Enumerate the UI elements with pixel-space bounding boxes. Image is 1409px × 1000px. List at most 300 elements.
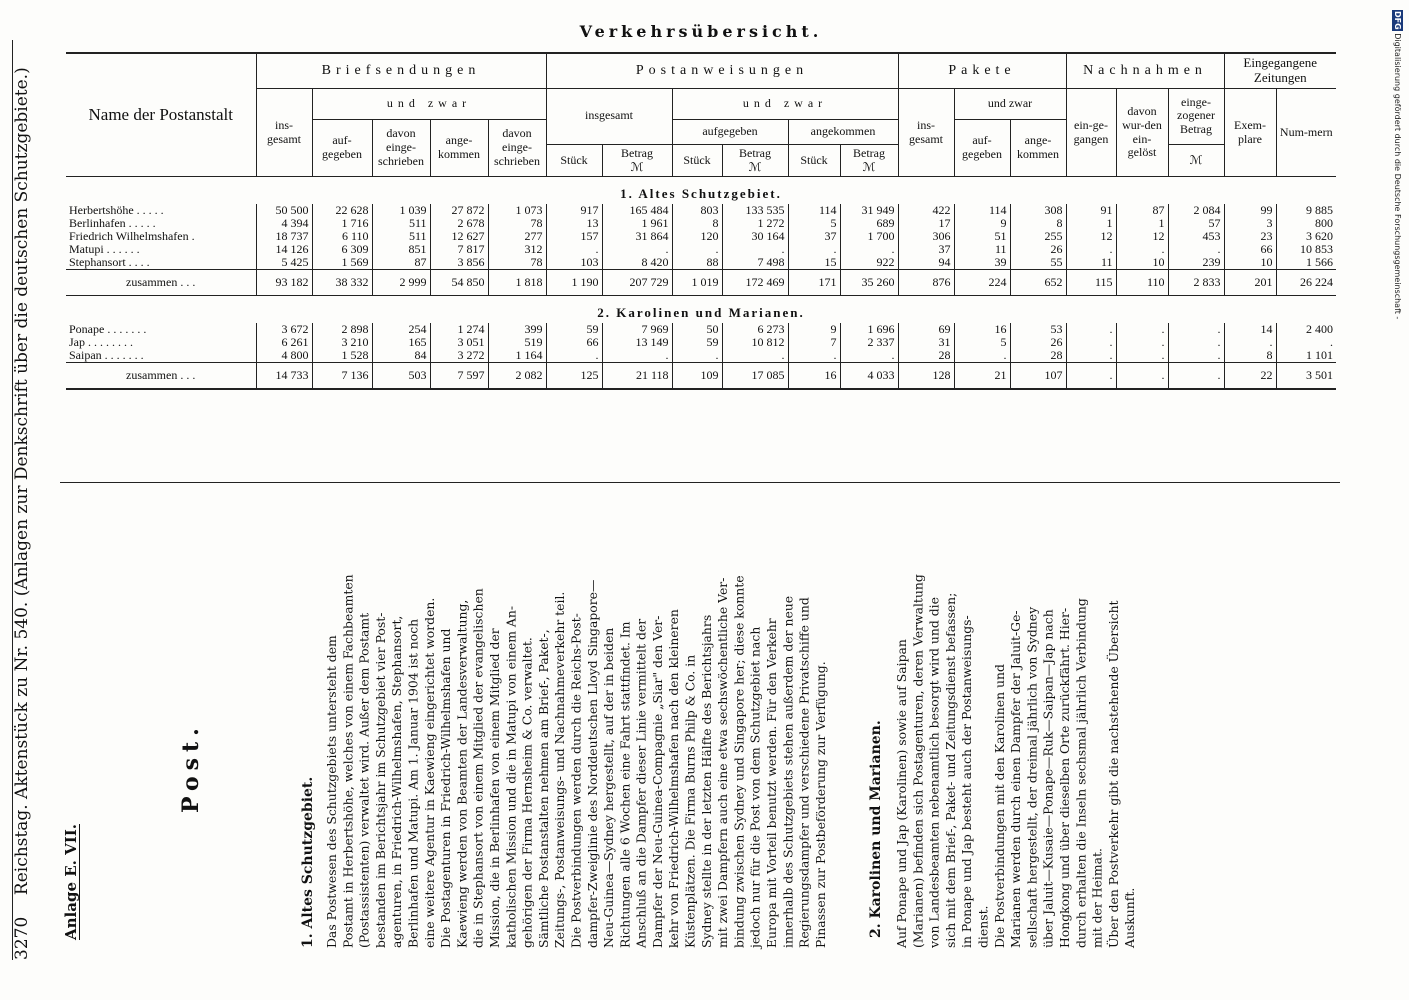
total-cell: 26 224 (1276, 270, 1336, 296)
text-line: (Postassistenten) verwaltet wird. Außer dem Postamt (356, 612, 372, 948)
table-cell: 306 (898, 230, 954, 243)
th-pa-an-betrag (840, 144, 898, 177)
table-cell: . (722, 349, 788, 363)
table-cell: 1 566 (1276, 256, 1336, 270)
text-line: gehörigen der Firma Hernsheim & Co. verwaltet. (519, 637, 535, 948)
table-cell: . (1066, 349, 1116, 363)
table-cell: 88 (672, 256, 722, 270)
total-row (66, 363, 1336, 390)
text-line: Regierungsdampfer und verschiedene Privatschiffe und (796, 597, 812, 948)
text-line: von Landesbeamten nebenamtlich besorgt wird und die (926, 597, 942, 948)
table-cell: . (840, 243, 898, 256)
table-cell: 10 (1116, 256, 1168, 270)
row-name: Stephansort . . . . (66, 256, 256, 270)
text-line: Das Postwesen des Schutzgebiets untersteht dem (324, 635, 339, 948)
table-cell: 8 420 (602, 256, 672, 270)
table-cell: 1 274 (430, 323, 488, 336)
table-cell: 11 (1066, 256, 1116, 270)
th-nn-mark: ℳ (1168, 144, 1224, 177)
text-line: Kaewieng werden von Beamten der Landesverwaltung, (454, 599, 470, 948)
traffic-table (66, 52, 1336, 390)
table-cell: 78 (488, 256, 546, 270)
table-cell: 23 (1224, 230, 1276, 243)
table-cell: 1 528 (312, 349, 372, 363)
table-cell: 12 627 (430, 230, 488, 243)
running-header (10, 40, 50, 960)
table-cell: 422 (898, 204, 954, 217)
text-line: Die Postagenturen in Friedrich-Wilhelmshafen und (438, 628, 454, 948)
row-name: Saipan . . . . . . . (66, 349, 256, 363)
table-cell: 1 073 (488, 204, 546, 217)
text-line: über Jaluit—Kusaie—Ponape—Ruk—Saipan—Jap nach (1040, 609, 1056, 948)
table-cell: 851 (372, 243, 430, 256)
mark-symbol: ℳ (862, 159, 876, 174)
table-cell: . (546, 349, 602, 363)
row-name: Ponape . . . . . . . (66, 323, 256, 336)
table-cell: 6 261 (256, 336, 312, 349)
th-exemplare: Exem-plare (1224, 88, 1276, 177)
total-cell: . (1066, 363, 1116, 390)
total-cell: 54 850 (430, 270, 488, 296)
text-line: Pinassen zur Postbeförderung zur Verfügung. (812, 661, 828, 948)
table-cell: 31 (898, 336, 954, 349)
text-line: dienst. (975, 905, 991, 948)
total-cell: 3 501 (1276, 363, 1336, 390)
text-line: die in Stephansort von einem Mitglied der evangelischen (470, 588, 486, 948)
section1-text (324, 488, 829, 948)
table-cell: 66 (546, 336, 602, 349)
table-cell: . (1066, 243, 1116, 256)
row-name: Berlinhafen . . . . . (66, 217, 256, 230)
table-bottom-rule (60, 482, 1340, 483)
total-cell: 109 (672, 363, 722, 390)
total-cell: 7 597 (430, 363, 488, 390)
text-line: Neu-Guinea—Sydney hergestellt, auf der in beiden (601, 627, 617, 948)
section-title-row (66, 177, 1336, 205)
table-row (66, 204, 1336, 217)
table-cell: 800 (1276, 217, 1336, 230)
traffic-table-section (66, 22, 1336, 482)
table-cell: 91 (1066, 204, 1116, 217)
table-cell: 30 164 (722, 230, 788, 243)
total-cell: 115 (1066, 270, 1116, 296)
text-line: dampfer-Zweiglinie des Norddeutschen Lloyd Singapore— (584, 579, 600, 948)
table-cell: 50 (672, 323, 722, 336)
table-cell: 78 (488, 217, 546, 230)
table-cell: 165 484 (602, 204, 672, 217)
text-line: agenturen, in Friedrich-Wilhelmshafen, Stephansort, (389, 615, 405, 948)
text-line: Sämtliche Postanstalten nehmen am Brief-, Paket-, (535, 629, 551, 948)
th-name: Name der Postanstalt (66, 53, 256, 177)
table-cell: . (1066, 336, 1116, 349)
th-pakete: Pakete (898, 53, 1066, 88)
table-cell: 50 500 (256, 204, 312, 217)
table-cell: 3 672 (256, 323, 312, 336)
table-title: Verkehrsübersicht. (579, 22, 823, 41)
table-cell: 8 (1224, 349, 1276, 363)
th-betrag-label: Betrag (853, 145, 885, 160)
th-brief-angekommen: ange-kommen (430, 119, 488, 177)
table-cell: 57 (1168, 217, 1224, 230)
total-row (66, 270, 1336, 296)
text-line: Marianen werden durch einen Dampfer der Jaluit-Ge- (1008, 610, 1024, 948)
total-cell: 128 (898, 363, 954, 390)
table-cell: . (1168, 336, 1224, 349)
table-cell: . (602, 243, 672, 256)
text-line: Mission, die in Berlinhafen von einem Mitglied der (486, 628, 502, 948)
th-betrag-label: Betrag (621, 145, 653, 160)
total-cell: 171 (788, 270, 840, 296)
th-pakete-angekommen: ange-kommen (1010, 119, 1066, 177)
table-cell: . (722, 243, 788, 256)
table-cell: 3 051 (430, 336, 488, 349)
table-cell: 165 (372, 336, 430, 349)
th-pakete-insgesamt: ins-gesamt (898, 88, 954, 177)
annex-label: Anlage E. VII. (62, 824, 80, 940)
table-cell: 12 (1116, 230, 1168, 243)
table-cell: 8 (1010, 217, 1066, 230)
table-cell: . (546, 243, 602, 256)
table-cell: 69 (898, 323, 954, 336)
table-cell: 511 (372, 217, 430, 230)
table-cell: 689 (840, 217, 898, 230)
total-cell: 93 182 (256, 270, 312, 296)
th-nummern: Num-mern (1276, 88, 1336, 177)
text-line: katholischen Mission und die in Matupi von einem An- (503, 605, 519, 948)
mark-symbol: ℳ (630, 159, 644, 174)
table-cell: 157 (546, 230, 602, 243)
table-cell: 12 (1066, 230, 1116, 243)
total-cell: 207 729 (602, 270, 672, 296)
total-cell: 2 082 (488, 363, 546, 390)
text-line: Zeitungs-, Postanweisungs- und Nachnahmeverkehr teil. (552, 591, 568, 948)
table-cell: 103 (546, 256, 602, 270)
total-cell: 38 332 (312, 270, 372, 296)
table-cell: 1 164 (488, 349, 546, 363)
total-cell: 107 (1010, 363, 1066, 390)
table-cell: 16 (954, 323, 1010, 336)
row-name: Matupi . . . . . . (66, 243, 256, 256)
table-cell: 3 210 (312, 336, 372, 349)
th-nn-eingegangen: ein-ge-gangen (1066, 88, 1116, 177)
th-pa-ins-stueck: Stück (546, 144, 602, 177)
text-line: durch erhalten die Inseln sechsmal jährlich Verbindung (1073, 598, 1089, 948)
running-title: Reichstag. Aktenstück zu Nr. 540. (Anlagen zur Denkschrift über die deutschen Schutzgebiete.) (12, 67, 32, 896)
total-cell: 2 833 (1168, 270, 1224, 296)
table-cell: . (840, 349, 898, 363)
text-line: Europa mit Vorteil benutzt werden. Für den Verkehr (764, 618, 780, 948)
table-body (66, 177, 1336, 390)
table-cell: 1 961 (602, 217, 672, 230)
table-cell: 37 (788, 230, 840, 243)
table-cell: 1 101 (1276, 349, 1336, 363)
page-number: 3270 (12, 916, 32, 960)
table-cell: 7 817 (430, 243, 488, 256)
total-cell: 1 818 (488, 270, 546, 296)
table-cell: 1 (1066, 217, 1116, 230)
table-cell: 13 149 (602, 336, 672, 349)
text-line: sich mit dem Brief-, Paket- und Zeitungsdienst befassen; (942, 592, 958, 948)
table-cell: 51 (954, 230, 1010, 243)
text-line: Berlinhafen und Matupi. Am 1. Januar 1904 ist noch (405, 618, 421, 948)
table-cell: 28 (898, 349, 954, 363)
table-cell: 87 (372, 256, 430, 270)
table-cell: 312 (488, 243, 546, 256)
total-cell: 1 190 (546, 270, 602, 296)
text-line: kehr von Friedrich-Wilhelmshafen nach den kleineren (666, 609, 682, 948)
table-cell: 15 (788, 256, 840, 270)
text-line: mit zwei Dampfern auch eine etwa sechswöchentliche Ver- (715, 577, 731, 948)
total-cell: 1 019 (672, 270, 722, 296)
table-cell: . (602, 349, 672, 363)
total-cell: 21 (954, 363, 1010, 390)
table-cell: 7 (788, 336, 840, 349)
table-cell: 84 (372, 349, 430, 363)
th-brief-auf-eingeschrieben: davon einge-schrieben (372, 119, 430, 177)
total-cell: 201 (1224, 270, 1276, 296)
table-cell: . (672, 349, 722, 363)
text-line: Sydney stellte in der letzten Hälfte des Berichtsjahrs (698, 614, 714, 948)
table-cell: 511 (372, 230, 430, 243)
total-cell: 35 260 (840, 270, 898, 296)
table-cell: 1 716 (312, 217, 372, 230)
th-briefsendungen: Briefsendungen (256, 53, 546, 88)
dfg-logo: DFG (1393, 11, 1402, 30)
table-cell: . (788, 349, 840, 363)
table-cell: 114 (954, 204, 1010, 217)
table-cell: . (1116, 336, 1168, 349)
th-brief-insgesamt: ins-gesamt (256, 88, 312, 177)
table-cell: 14 (1224, 323, 1276, 336)
table-cell: 1 039 (372, 204, 430, 217)
table-cell: 10 812 (722, 336, 788, 349)
text-line: innerhalb des Schutzgebiets stehen außerdem der neue (780, 595, 796, 948)
th-nn-betrag: einge-zogener Betrag (1168, 88, 1224, 144)
table-cell: 10 (1224, 256, 1276, 270)
th-brief-und-zwar: und zwar (312, 88, 546, 119)
table-cell: 6 309 (312, 243, 372, 256)
table-cell: 3 856 (430, 256, 488, 270)
table-cell: 5 425 (256, 256, 312, 270)
table-cell: 308 (1010, 204, 1066, 217)
total-cell: 125 (546, 363, 602, 390)
table-cell: 1 272 (722, 217, 788, 230)
th-postanweisungen: Postanweisungen (546, 53, 898, 88)
text-line: Postamt in Herbertshöhe, welches von einem Fachbeamten (340, 574, 356, 948)
row-name: Herbertshöhe . . . . . (66, 204, 256, 217)
table-cell: . (1168, 243, 1224, 256)
text-line: mit der Heimat. (1089, 848, 1105, 948)
header-rule (12, 40, 13, 960)
table-cell: 133 535 (722, 204, 788, 217)
th-pa-auf-betrag (722, 144, 788, 177)
table-cell: 66 (1224, 243, 1276, 256)
table-cell: 114 (788, 204, 840, 217)
th-pa-ins-betrag (602, 144, 672, 177)
row-name: Jap . . . . . . . . (66, 336, 256, 349)
text-line: Anschluß an die Dampfer dieser Linie vermittelt der (633, 618, 649, 948)
th-brief-an-eingeschrieben: davon einge-schrieben (488, 119, 546, 177)
table-cell: 2 898 (312, 323, 372, 336)
text-line: Die Postverbindungen werden durch die Reichs-Post- (568, 613, 584, 948)
th-nn-eingeloest: davon wur-den ein-gelöst (1116, 88, 1168, 177)
table-cell: . (1276, 336, 1336, 349)
section-title-row (66, 296, 1336, 324)
table-cell: . (672, 243, 722, 256)
table-row (66, 323, 1336, 336)
table-cell: 255 (1010, 230, 1066, 243)
total-label: zusammen . . . (66, 363, 256, 390)
table-cell: 4 394 (256, 217, 312, 230)
table-cell: 6 110 (312, 230, 372, 243)
text-line: Hongkong und über dieselben Orte zurückfährt. Hier- (1056, 607, 1072, 948)
table-cell: 59 (546, 323, 602, 336)
table-cell: 55 (1010, 256, 1066, 270)
total-cell: 17 085 (722, 363, 788, 390)
body-text (60, 488, 1340, 948)
total-cell: . (1168, 363, 1224, 390)
table-row (66, 230, 1336, 243)
th-pakete-und-zwar: und zwar (954, 88, 1066, 119)
text-line: (Marianen) befinden sich Postagenturen, deren Verwaltung (910, 574, 926, 948)
table-cell: 39 (954, 256, 1010, 270)
total-cell: 22 (1224, 363, 1276, 390)
table-cell: 9 (788, 323, 840, 336)
text-line: Auskunft. (1122, 887, 1138, 948)
table-cell: . (1116, 349, 1168, 363)
dfg-text: Digitalisierung gefördert durch die Deutsche Forschungsgemeinschaft - (1393, 33, 1402, 320)
table-cell: 28 (1010, 349, 1066, 363)
text-line: bestanden im Berichtsjahr im Schutzgebiet vier Post- (372, 612, 388, 948)
total-cell: 2 999 (372, 270, 430, 296)
th-pa-angekommen: angekommen (788, 119, 898, 144)
table-row (66, 349, 1336, 363)
total-cell: 4 033 (840, 363, 898, 390)
total-cell: 7 136 (312, 363, 372, 390)
table-cell: 2 084 (1168, 204, 1224, 217)
text-line: Auf Ponape und Jap (Karolinen) sowie auf Saipan (894, 639, 909, 948)
table-cell: 3 (1224, 217, 1276, 230)
total-cell: 21 118 (602, 363, 672, 390)
table-cell: . (1116, 323, 1168, 336)
section-title: 2. Karolinen und Marianen. (597, 305, 805, 321)
table-cell: 519 (488, 336, 546, 349)
table-cell: 18 737 (256, 230, 312, 243)
table-cell: 3 272 (430, 349, 488, 363)
table-cell: 31 949 (840, 204, 898, 217)
table-cell: 917 (546, 204, 602, 217)
th-pa-aufgegeben: aufgegeben (672, 119, 788, 144)
total-cell: . (1116, 363, 1168, 390)
table-cell: 922 (840, 256, 898, 270)
table-cell: 803 (672, 204, 722, 217)
table-cell: 5 (788, 217, 840, 230)
th-pa-an-stueck: Stück (788, 144, 840, 177)
total-cell: 652 (1010, 270, 1066, 296)
text-line: jedoch nur für die Post von dem Schutzgebiet nach (747, 626, 763, 948)
table-cell: 13 (546, 217, 602, 230)
total-label: zusammen . . . (66, 270, 256, 296)
table-cell: . (1066, 323, 1116, 336)
table-cell: 9 (954, 217, 1010, 230)
table-cell: 22 628 (312, 204, 372, 217)
table-cell: 31 864 (602, 230, 672, 243)
table-cell: 4 800 (256, 349, 312, 363)
total-cell: 14 733 (256, 363, 312, 390)
post-title: Post. (178, 722, 204, 813)
th-pakete-aufgegeben: auf-gegeben (954, 119, 1010, 177)
table-cell: 277 (488, 230, 546, 243)
table-cell: 9 885 (1276, 204, 1336, 217)
table-row (66, 243, 1336, 256)
th-betrag-label: Betrag (739, 145, 771, 160)
total-cell: 876 (898, 270, 954, 296)
table-row (66, 336, 1336, 349)
table-cell: 2 400 (1276, 323, 1336, 336)
total-cell: 224 (954, 270, 1010, 296)
section2-heading: 2. Karolinen und Marianen. (868, 720, 884, 938)
table-cell: 6 273 (722, 323, 788, 336)
table-cell: 7 498 (722, 256, 788, 270)
table-cell: . (788, 243, 840, 256)
th-zeitungen: Eingegangene Zeitungen (1224, 53, 1336, 88)
table-cell: 453 (1168, 230, 1224, 243)
table-cell: 11 (954, 243, 1010, 256)
text-line: Küstenplätzen. Die Firma Burns Philp & Co. in (682, 654, 698, 948)
table-cell: 254 (372, 323, 430, 336)
text-line: Über den Postverkehr gibt die nachstehende Übersicht (1105, 600, 1121, 948)
total-cell: 110 (1116, 270, 1168, 296)
section2-text (894, 488, 1138, 948)
table-cell: 1 696 (840, 323, 898, 336)
mark-symbol: ℳ (748, 159, 762, 174)
table-cell: 2 337 (840, 336, 898, 349)
table-cell: . (1224, 336, 1276, 349)
table-cell: 53 (1010, 323, 1066, 336)
dfg-note (1392, 10, 1408, 400)
text-line: Die Postverbindungen mit den Karolinen und (991, 664, 1007, 948)
text-line: bindung zwischen Sydney und Singapore her; diese konnte (731, 575, 747, 948)
table-cell: 2 678 (430, 217, 488, 230)
th-nachnahmen: Nachnahmen (1066, 53, 1224, 88)
table-cell: 59 (672, 336, 722, 349)
th-pa-auf-stueck: Stück (672, 144, 722, 177)
total-cell: 16 (788, 363, 840, 390)
table-cell: 37 (898, 243, 954, 256)
table-cell: 27 872 (430, 204, 488, 217)
table-cell: 1 700 (840, 230, 898, 243)
table-cell: . (1168, 323, 1224, 336)
row-name: Friedrich Wilhelmshafen . (66, 230, 256, 243)
th-brief-aufgegeben: auf-gegeben (312, 119, 372, 177)
table-cell: 1 (1116, 217, 1168, 230)
table-cell: 99 (1224, 204, 1276, 217)
table-cell: 399 (488, 323, 546, 336)
table-cell: 17 (898, 217, 954, 230)
table-row (66, 256, 1336, 270)
table-cell: 120 (672, 230, 722, 243)
section-title: 1. Altes Schutzgebiet. (620, 186, 782, 202)
th-pa-insgesamt: insgesamt (546, 88, 672, 144)
text-line: Dampfer der Neu-Guinea-Compagnie „Siar" den Ver- (649, 615, 665, 948)
table-cell: 87 (1116, 204, 1168, 217)
table-cell: 26 (1010, 243, 1066, 256)
th-pa-und-zwar: und zwar (672, 88, 898, 119)
table-cell: 1 569 (312, 256, 372, 270)
text-line: sellschaft hergestellt, der dreimal jährlich von Sydney (1024, 606, 1040, 948)
table-cell: 8 (672, 217, 722, 230)
table-cell: . (1116, 243, 1168, 256)
